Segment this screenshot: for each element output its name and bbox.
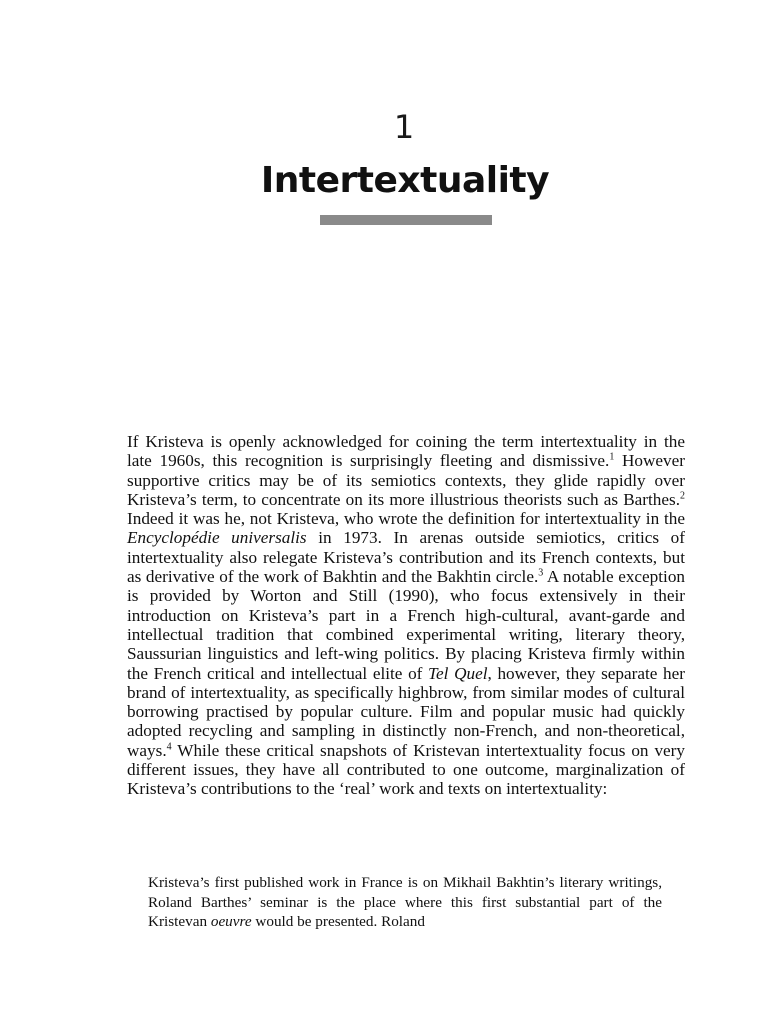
italic-term: oeuvre [210, 913, 252, 930]
italic-title: Tel Quel [428, 663, 488, 683]
chapter-title: Intertextuality [260, 160, 550, 201]
body-paragraph [127, 432, 685, 799]
quote-text-segment: Kristeva’s first published work in France is on Mikhail Bakhtin’s literary writings, Roland Barthes’ seminar is the place where this first substantial part of the Kristevan [148, 874, 662, 930]
quote-text-segment: would be presented. Roland [251, 913, 425, 930]
title-rule [320, 215, 492, 225]
body-text-segment: , however, they separate her brand of intertextuality, as specifically highbrow, from similar modes of cultural borrowing practised by popular culture. Film and popular music had quickly adopted recycling and sampling in distinctly non-French, and non-theoretical, ways. [127, 663, 686, 760]
body-text-segment: If Kristeva is openly acknowledged for coining the term intertextuality in the late 1960s, this recognition is surprisingly fleeting and dismissive. [127, 432, 685, 471]
body-text-segment: While these critical snapshots of Kristevan intertextuality focus on very different issues, they have all contributed to one outcome, marginalization of Kristeva’s contributions to the ‘real’ work and texts on intertextuality: [127, 740, 685, 799]
footnote-marker: 3 [538, 567, 544, 579]
footnote-marker: 2 [680, 490, 685, 502]
body-text-segment: Indeed it was he, not Kristeva, who wrote the definition for intertextuality in the [127, 509, 685, 529]
chapter-number: 1 [393, 108, 415, 146]
body-text-segment: in 1973. In arenas outside semiotics, critics of intertextuality also relegate Kristeva’s contribution and its French contexts, but as derivative of the work of Bakhtin and the Bakhtin circle. [127, 528, 686, 587]
body-text-segment: A notable exception is provided by Worton and Still (1990), who focus extensively in their introduction on Kristeva’s part in a French high-cultural, avant-garde and intellectual tradition that combined experimental writing, literary theory, Saussurian linguistics and left-wing politics. By placing Kristeva firmly within the French critical and intellectual elite of [127, 567, 686, 683]
footnote-marker: 1 [609, 451, 615, 463]
block-quote [148, 873, 662, 932]
italic-title: Encyclopédie universalis [127, 528, 307, 548]
body-text-segment: However supportive critics may be of its semiotics contexts, they glide rapidly over Kristeva’s term, to concentrate on its more illustrious theorists such as Barthes. [127, 451, 685, 509]
footnote-marker: 4 [166, 741, 172, 753]
